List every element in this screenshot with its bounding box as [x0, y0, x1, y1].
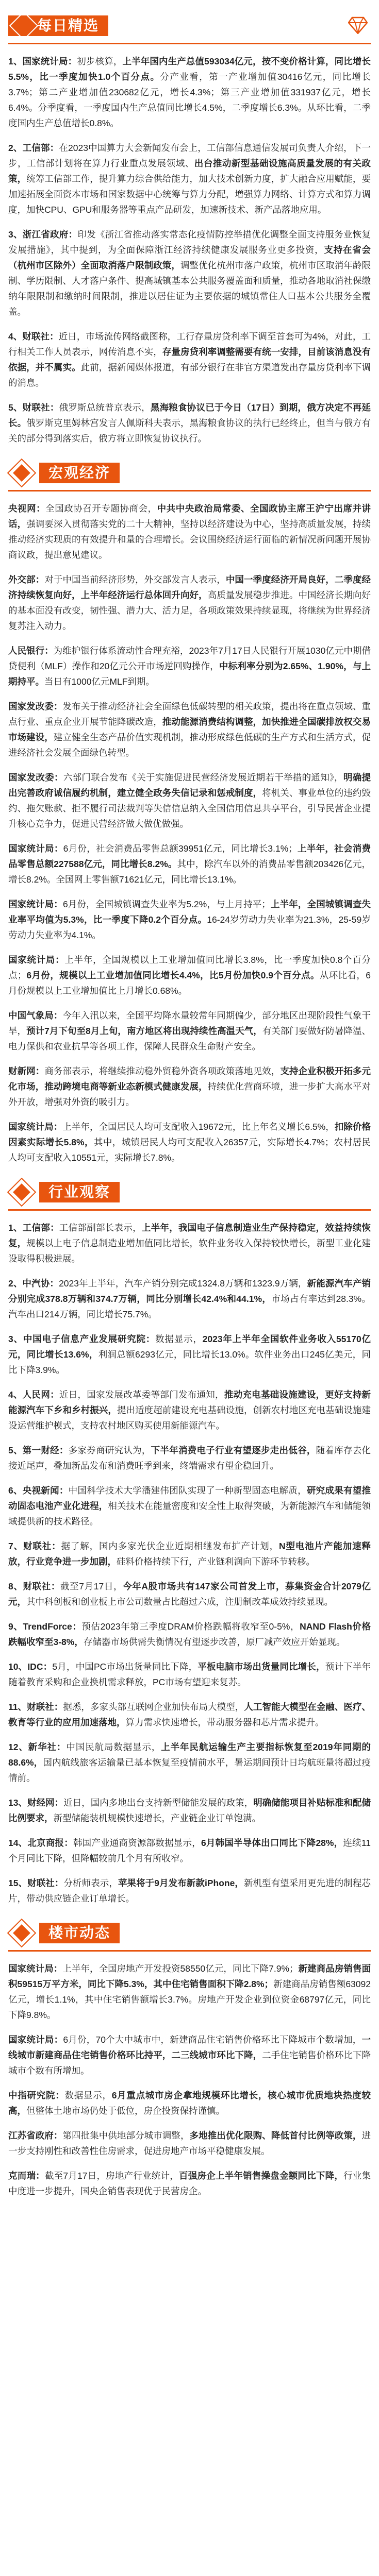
section-list-macro [8, 501, 371, 1165]
news-text: 新型储能装机规模快速增长，产业链企业订单饱满。 [53, 1813, 261, 1823]
news-source: 人民银行： [8, 646, 54, 656]
news-highlight: 上半年国内生产总值593034亿元，按不变价格计算，同比增长5.5%，比一季度加快1.0个百分点。 [8, 56, 371, 82]
news-highlight: 预计7月下旬至8月上旬，南方地区将出现持续性高温天气， [26, 1026, 262, 1036]
section-list-industry [8, 1220, 371, 1906]
news-highlight: 今年A股市场共有147家公司首发上市，募集资金合计2079亿元， [8, 1581, 371, 1607]
news-text: 数据显示， [64, 2090, 112, 2100]
news-source: 克而瑞： [8, 2171, 45, 2181]
news-highlight: NAND Flash价格跌幅收窄至3-8%， [8, 1621, 371, 1647]
news-text: 2023年上半年，汽车产销分别完成1324.8万辆和1323.9万辆， [59, 1278, 307, 1289]
news-source: 5、财联社： [8, 402, 59, 413]
news-text: 存储器市场供需失衡情况有望逐步改善，原厂减产效应开始显现。 [83, 1637, 345, 1647]
news-text: 随着库存去化接近尾声，叠加新品发布和消费旺季到来，终端需求有望企稳回升。 [8, 1445, 371, 1471]
news-highlight: 黑海粮食协议已于今日（17日）到期，俄方决定不再延长。 [8, 402, 371, 428]
news-text: 提出适度超前建设充电基础设施，创新农村地区充电基础设施建设运营维护模式，支持农村地区购买使用新能源汽车。 [8, 1405, 371, 1431]
news-highlight: N型电池片产能加速释放，行业竞争进一步加剧， [8, 1541, 371, 1567]
news-text: 上半年，全国规模以上工业增加值同比增长3.8%，比一季度加快0.8个百分点； [8, 955, 371, 980]
section-header-industry [8, 1175, 371, 1211]
news-text: 但整体土地市场仍处于低位，房企投资保持谨慎。 [26, 2106, 225, 2116]
news-source: 中国气象局： [8, 1010, 63, 1021]
news-highlight: 上半年，全国城镇调查失业率平均值为5.3%，比一季度下降0.2个百分点。 [8, 899, 371, 925]
news-highlight: 推动充电基础设施建设，更好支持新能源汽车下乡和乡村振兴， [8, 1389, 371, 1415]
news-text: 预计下半年随着教育采购和企业换机需求释放，PC市场有望迎来复苏。 [8, 1662, 371, 1687]
news-text: 六部门联合发布《关于实施促进民营经济发展近期若干举措的通知》， [63, 772, 343, 783]
news-text: 6月份，社会消费品零售总额39951亿元，同比增长3.1%； [63, 843, 298, 854]
news-item [8, 1443, 371, 1473]
news-highlight: 中共中央政治局常委、全国政协主席王沪宁出席并讲话， [8, 503, 371, 529]
news-source: 5、第一财经： [8, 1445, 69, 1455]
news-text: 16-24岁劳动力失业率为21.3%，25-59岁劳动力失业率为4.1%。 [8, 914, 371, 940]
news-source: 14、北京商报： [8, 1838, 73, 1848]
news-item [8, 501, 371, 563]
news-text: 算力需求快速增长，带动服务器和芯片需求提升。 [125, 1717, 324, 1727]
news-text: 新建商品房销售额63092亿元，增长1.1%，其中住宅销售额增长3.7%。房地产开发企业到位资金68797亿元，同比下降9.8%。 [8, 1979, 371, 2020]
news-text: 近日，国内多地出台支持新型储能发展的政策， [63, 1798, 254, 1808]
news-text: 截至7月17日， [60, 1581, 123, 1591]
news-item [8, 572, 371, 634]
news-text: 上半年，全国居民人均可支配收入19672元，比上年名义增长6.5%， [62, 1122, 335, 1132]
news-text: 行业集中度进一步提升，国央企销售表现优于民营房企。 [8, 2171, 371, 2196]
news-highlight: 上半年，社会消费品零售总额227588亿元，同比增长8.2%。 [8, 843, 371, 869]
news-text: 初步核算， [77, 56, 123, 66]
news-text: 上半年，全国房地产开发投资58550亿元，同比下降7.9%； [62, 1963, 299, 1974]
news-item [8, 1739, 371, 1786]
news-item [8, 1483, 371, 1529]
section-title-industry: 行业观察 [39, 1182, 120, 1202]
news-text: 二手住宅销售价格环比下降城市个数有所增加。 [8, 2050, 371, 2076]
news-highlight: 推动能源消费结构调整，加快推进全国碳排放权交易市场建设， [8, 717, 371, 742]
news-item [8, 54, 371, 131]
news-item [8, 1619, 371, 1650]
news-source: 4、财联社： [8, 331, 59, 342]
news-item [8, 952, 371, 998]
news-source: 1、工信部： [8, 1223, 59, 1233]
news-highlight: 苹果将于9月发布新款iPhone， [118, 1878, 244, 1888]
news-item [8, 1835, 371, 1866]
news-text: 利润总额6293亿元，同比增长13.0%。软件业务出口245亿美元，同比下降3.9%。 [8, 1349, 371, 1375]
news-item [8, 643, 371, 689]
news-text: 当日有1000亿元MLF到期。 [44, 676, 155, 687]
news-highlight: 下半年消费电子行业有望逐步走出低谷， [151, 1445, 316, 1455]
news-item [8, 1538, 371, 1569]
news-source: 9、TrendForce： [8, 1621, 82, 1632]
news-source: 11、财联社： [8, 1702, 63, 1712]
news-highlight: 6月韩国半导体出口同比下降28%， [201, 1838, 343, 1848]
news-text: 多家券商研究认为， [68, 1445, 151, 1455]
news-text: 近日，市场流传网络截图称，工行存量房贷利率下调至首套可为4%，对此，工行相关工作人员表示，网传消息不实， [8, 331, 371, 357]
news-highlight: 支持在省会（杭州市区除外）全面取消落户限制政策， [8, 245, 371, 270]
section-header-macro [8, 455, 371, 492]
news-text: 其中，城镇居民人均可支配收入26357元，实际增长4.7%；农村居民人均可支配收入10551元，实际增长7.8%。 [8, 1137, 371, 1163]
news-source: 3、浙江省政府： [8, 229, 78, 240]
news-text: 调整优化杭州市落户政策，杭州市区取消年龄限制、学历限制、人才落户条件、提高城镇基本公共服务覆盖面和质量，推动各地取消社保缴纳年限限制和缴纳时间限制，推进以居住证为主要依据的城镇常住人口基本公共服务全覆盖。 [8, 260, 371, 317]
news-text: 其中科创板和创业板上市公司数量占比超过六成，注册制改革成效持续显现。 [26, 1597, 333, 1607]
news-highlight: 存量房贷利率调整需要有统一安排，目前该消息没有依据，并不属实。 [8, 347, 371, 372]
news-text: 硅料价格持续下行，产业链利润向下游环节转移。 [117, 1556, 315, 1567]
news-item [8, 1387, 371, 1433]
news-item [8, 896, 371, 943]
news-text: 对于中国当前经济形势，外交部发言人表示， [44, 574, 226, 585]
news-text: 持续优化营商环境，进一步扩大高水平对外开放，增强对外资的吸引力。 [8, 1081, 371, 1107]
news-text: 据了解，国内多家光伏企业近期相继发布扩产计划， [61, 1541, 279, 1551]
news-text: 分析师表示， [63, 1878, 118, 1888]
news-item [8, 1276, 371, 1322]
news-source: 4、人民网： [8, 1389, 59, 1400]
news-source: 国家发改委： [8, 701, 63, 711]
news-source: 外交部： [8, 574, 45, 585]
news-item [8, 2128, 371, 2159]
news-text: 中国科学技术大学潘建伟团队实现了一种新型固态电解质， [68, 1485, 307, 1496]
news-source: 2、工信部： [8, 143, 59, 153]
news-text: 俄罗斯克里姆林宫发言人佩斯科夫表示，黑海粮食协议的执行已经终止，但当与俄方有关的部分得到落实后，俄方将立即恢复协议执行。 [8, 418, 371, 444]
news-text: 数据显示， [155, 1334, 203, 1344]
news-item [8, 2168, 371, 2199]
news-highlight: 明确储能项目补贴标准和配储比例要求， [8, 1798, 371, 1823]
news-source: 国家发改委： [8, 772, 63, 783]
news-text: 近日，国家发展改革委等部门发布通知， [59, 1389, 224, 1400]
news-item [8, 1008, 371, 1054]
news-text: 国内航线旅客运输量已基本恢复至疫情前水平，暑运期间预计日均航班量将超过疫情前。 [8, 1757, 371, 1783]
news-highlight: 多地推出优化限购、降低首付比例等政策， [189, 2130, 362, 2141]
news-text: 在2023中国算力大会新闻发布会上，工信部信息通信发展司负责人介绍，下一步，工信部计划将在算力行业重点发展领域、 [8, 143, 371, 168]
news-item [8, 1119, 371, 1165]
news-text: 规模以上电子信息制造业增加值同比增长，软件业务收入保持较快增长，新型工业化建设取得积极进展。 [8, 1238, 371, 1264]
news-text: 有关部门要做好防暑降温、电力保供和农业抗旱等各项工作，保障人民群众生命财产安全。 [8, 1026, 371, 1052]
news-highlight: 扣除价格因素实际增长5.8%， [8, 1122, 371, 1147]
news-text: 分产业看，第一产业增加值30416亿元，同比增长3.7%；第二产业增加值230682亿元，增长4.3%；第三产业增加值331937亿元，增长6.4%。分季度看，一季度国内生产总值同比增长4.5%，二季度增长6.3%。从环比看，二季度国内生产总值增长0.8%。 [8, 72, 371, 128]
news-highlight: 百强房企上半年销售操盘金额同比下降， [179, 2171, 344, 2181]
news-text: 从环比看，6月份规模以上工业增加值比上月增长0.68%。 [8, 970, 371, 996]
news-highlight: 新能源汽车产销分别完成378.8万辆和374.7万辆，同比分别增长42.4%和44.1%， [8, 1278, 371, 1304]
news-text: 高质量发展稳步推进。中国经济长期向好的基本面没有改变，韧性强、潜力大、活力足，各项政策效果持续显现，将继续为世界经济复苏注入动力。 [8, 590, 371, 631]
news-text: 连续11个月同比下降，但降幅较前几个月有所收窄。 [8, 1838, 371, 1863]
news-item [8, 329, 371, 391]
news-source: 6、央视新闻： [8, 1485, 69, 1496]
news-text: 预估2023年第三季度DRAM价格跌幅将收窄至0-5%， [81, 1621, 300, 1632]
news-highlight: 明确提出完善政府诚信履约机制，建立健全政务失信记录和惩戒制度， [8, 772, 371, 798]
news-highlight: 上半年民航运输生产主要指标恢复至2019年同期的88.6%， [8, 1742, 371, 1768]
news-source: 中指研究院： [8, 2090, 65, 2100]
news-text: 据悉，多家头部互联网企业加快布局大模型， [63, 1702, 244, 1712]
news-item [8, 1063, 371, 1110]
news-text: 6月份，全国城镇调查失业率为5.2%，与上月持平； [62, 899, 271, 909]
news-source: 15、财联社： [8, 1878, 64, 1888]
news-source: 国家统计局： [8, 843, 63, 854]
news-text: 截至7月17日，房地产行业统计， [44, 2171, 179, 2181]
news-highlight: 上半年，我国电子信息制造业生产保持稳定，效益持续恢复， [8, 1223, 371, 1248]
news-text: 此前，据新闻媒体报道，有部分银行在非官方渠道发出存量房贷利率下调的消息。 [8, 362, 371, 388]
news-item [8, 1331, 371, 1378]
news-source: 国家统计局： [8, 1963, 63, 1974]
news-text: 今年入汛以来，全国平均降水量较常年同期偏少，部分地区出现阶段性气象干旱， [8, 1010, 371, 1036]
news-item [8, 227, 371, 319]
news-highlight: 新建商品房销售面积59515万平方米，同比下降5.3%，其中住宅销售面积下降2.8%； [8, 1963, 371, 1989]
news-source: 财新网： [8, 1066, 45, 1076]
news-text: 中国民航局数据显示， [66, 1742, 161, 1752]
section-header-property [8, 1916, 371, 1952]
news-highlight: 研究成果有望推动固态电池产业化进程， [8, 1485, 371, 1511]
news-source: 8、财联社： [8, 1581, 61, 1591]
news-source: 1、国家统计局： [8, 56, 77, 66]
section-title-macro: 宏观经济 [39, 463, 120, 483]
news-source: 央视网： [8, 503, 46, 514]
section-list-property [8, 1961, 371, 2199]
news-source: 7、财联社： [8, 1541, 61, 1551]
news-text: 商务部表示，将继续推动稳外贸稳外资各项政策落地见效， [44, 1066, 281, 1076]
news-text: 印发《浙江省推动落实常态化疫情防控举措优化调整全面支持服务业恢复发展措施》，其中提到，为全面保障浙江经济持续健康发展服务业更多投资， [8, 229, 371, 255]
news-item [8, 1659, 371, 1690]
news-text: 第四批集中供地部分城市调整， [62, 2130, 190, 2141]
news-highlight: 中标利率分别为2.65%、1.90%，与上期持平。 [8, 661, 371, 687]
news-text: 将机关、事业单位的违约毁约、拖欠账款、拒不履行司法裁判等失信信息纳入全国信用信息共享平台，引导民营企业提升核心竞争力，促进民营经济做大做优做强。 [8, 788, 371, 829]
news-item [8, 1579, 371, 1609]
news-item [8, 1699, 371, 1730]
news-item [8, 1875, 371, 1906]
news-highlight: 人工智能大模型在金融、医疗、教育等行业的应用加速落地， [8, 1702, 371, 1727]
news-item [8, 2088, 371, 2119]
news-text: 统筹工信部工作，提升算力综合供给能力，加大技术创新力度，扩大融合应用赋能，要加速拓展全面资本市场和国家数据中心统筹与算力分配，增强算力网络、计算方式和算力调度，加快CPU、GPU和服务器等重点产品研发，加速新技术、新产品落地应用。 [8, 174, 371, 215]
news-item [8, 2032, 371, 2078]
news-highlight: 6月重点城市房企拿地规模环比增长，核心城市优质地块热度较高， [8, 2090, 371, 2116]
news-source: 13、财经网： [8, 1798, 64, 1808]
news-item [8, 140, 371, 217]
section-header-daily [8, 8, 371, 44]
news-source: 3、中国电子信息产业发展研究院： [8, 1334, 156, 1344]
news-text: 5月，中国PC市场出货量同比下降， [52, 1662, 198, 1672]
news-highlight: 平板电脑市场出货量同比增长， [197, 1662, 325, 1672]
news-item [8, 400, 371, 446]
news-highlight: 中国一季度经济开局良好，二季度经济持续恢复向好，上半年经济运行总体回升向好， [8, 574, 371, 600]
news-source: 国家统计局： [8, 1122, 63, 1132]
news-text: 相关技术在能量密度和安全性上取得突破，为新能源汽车和储能领域提供新的技术路径。 [8, 1501, 371, 1527]
news-text: 建立健全生态产品价值实现机制，推动形成绿色低碳的生产方式和生活方式，促进经济社会发展全面绿色转型。 [8, 732, 371, 758]
news-highlight: 出台推动新型基础设施高质量发展的有关政策， [8, 158, 371, 184]
news-highlight: 2023年上半年全国软件业务收入55170亿元，同比增长13.6%， [8, 1334, 371, 1360]
news-text: 全国政协召开专题协商会， [45, 503, 157, 514]
news-item [8, 1961, 371, 2023]
news-highlight: 6月份，规模以上工业增加值同比增长4.4%，比5月份加快0.9个百分点。 [26, 970, 320, 980]
news-text: 进一步支持刚性和改善性住房需求，促进房地产市场平稳健康发展。 [8, 2130, 371, 2156]
news-source: 国家统计局： [8, 899, 63, 909]
news-item [8, 770, 371, 832]
news-text: 其中，除汽车以外的消费品零售额203426亿元，增长8.2%。全国网上零售额71621亿元，同比增长13.1%。 [8, 859, 371, 885]
news-source: 2、中汽协： [8, 1278, 59, 1289]
news-text: 发布关于推动经济社会全面绿色低碳转型的相关政策，提出将在重点领域、重点行业、重点企业开展节能降碳改造， [8, 701, 371, 727]
section-title-daily: 每日精选 [8, 15, 108, 36]
news-source: 国家统计局： [8, 955, 65, 965]
news-highlight: 支持企业积极开拓多元化市场，推动跨境电商等新业态新模式健康发展， [8, 1066, 371, 1092]
section-list-daily [8, 54, 371, 446]
news-source: 国家统计局： [8, 2035, 63, 2045]
news-source: 12、新华社： [8, 1742, 67, 1752]
news-text: 新机型有望采用更先进的制程芯片，带动供应链企业订单增长。 [8, 1878, 371, 1904]
news-text: 强调要深入贯彻落实党的二十大精神，坚持以经济建设为中心，坚持高质量发展，持续推动经济实现质的有效提升和量的合理增长。会议围绕经济运行面临的新情况新问题开展协商议政，提出意见建议。 [8, 519, 371, 560]
section-title-property: 楼市动态 [39, 1923, 120, 1943]
news-text: 6月份，70个大中城市中，新建商品住宅销售价格环比下降城市个数增加， [63, 2035, 362, 2045]
news-text: 工信部副部长表示， [59, 1223, 142, 1233]
news-item [8, 699, 371, 760]
gem-icon [348, 16, 368, 34]
news-item [8, 1220, 371, 1266]
news-item [8, 841, 371, 887]
news-source: 江苏省政府： [8, 2130, 63, 2141]
news-item [8, 1795, 371, 1826]
news-highlight: 一线城市新建商品住宅销售价格环比持平，二三线城市环比下降， [8, 2035, 371, 2060]
news-source: 10、IDC： [8, 1662, 53, 1672]
news-text: 俄罗斯总统普京表示， [59, 402, 151, 413]
news-text: 为维护银行体系流动性合理充裕，2023年7月17日人民银行开展1030亿元中期借贷便利（MLF）操作和20亿元公开市场逆回购操作， [8, 646, 371, 671]
news-text: 韩国产业通商资源部数据显示， [73, 1838, 201, 1848]
news-text: 市场占有率达到28.3%。汽车出口214万辆，同比增长75.7%。 [8, 1294, 371, 1319]
